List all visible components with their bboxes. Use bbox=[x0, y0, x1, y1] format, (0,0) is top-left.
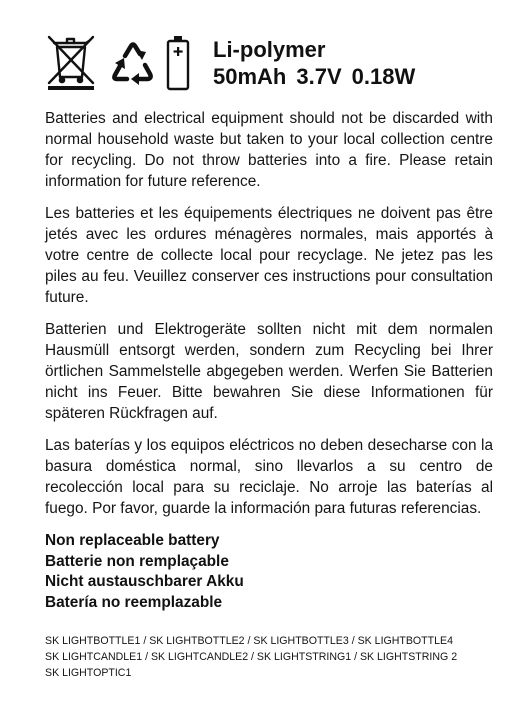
battery-voltage: 3.7V bbox=[296, 64, 342, 89]
recycle-icon bbox=[105, 38, 161, 90]
battery-power: 0.18W bbox=[351, 64, 416, 89]
battery-ratings bbox=[213, 63, 425, 90]
crossed-out-wheelie-bin-icon bbox=[45, 33, 97, 91]
non-replaceable-warnings bbox=[45, 531, 493, 613]
instructions-german: Batterien und Elektrogeräte sollten nicht mit dem normalen Hausmüll entsorgt werden, sondern zum Recycling bei Ihrer örtlichen Sammelstelle abgegeben werden. Werfen Sie Batterien nicht ins Feuer. Bitte bewahren Sie diese Informationen für späteren Rückfragen auf. bbox=[45, 321, 493, 422]
battery-spec bbox=[213, 36, 425, 90]
warning-english: Non replaceable battery bbox=[45, 532, 220, 549]
warning-spanish: Batería no reemplazable bbox=[45, 593, 223, 611]
model-list bbox=[45, 633, 493, 681]
warning-french: Batterie non remplaçable bbox=[45, 552, 229, 570]
battery-icon bbox=[166, 35, 190, 91]
battery-chemistry: Li-polymer bbox=[213, 37, 326, 62]
disposal-instructions bbox=[45, 108, 493, 681]
battery-capacity: 50mAh bbox=[213, 64, 287, 89]
instructions-english: Batteries and electrical equipment should not be discarded with normal household waste but taken to your local collection centre for recycling. Do not throw batteries into a fire. Please retain information for future reference. bbox=[45, 110, 493, 190]
instructions-french: Les batteries et les équipements électriques ne doivent pas être jetés avec les ordures ménagères normales, mais apportés à votre centre de collecte local pour recyclage. Ne jetez pas les piles au feu. Veuillez conserver ces instructions pour consultation future. bbox=[45, 205, 493, 306]
model-line: SK LIGHTOPTIC1 bbox=[45, 667, 132, 679]
warning-german: Nicht austauschbarer Akku bbox=[45, 573, 244, 590]
label-header bbox=[45, 28, 495, 98]
instructions-spanish: Las baterías y los equipos eléctricos no deben desecharse con la basura doméstica normal, sino llevarlos a su centro de recolección local para su reciclaje. No arroje las baterías al fuego. Por favor, guarde la información para futuras referencias. bbox=[45, 437, 493, 517]
model-line: SK LIGHTBOTTLE1 / SK LIGHTBOTTLE2 / SK LIGHTBOTTLE3 / SK LIGHTBOTTLE4 bbox=[45, 635, 453, 647]
model-line: SK LIGHTCANDLE1 / SK LIGHTCANDLE2 / SK LIGHTSTRING1 / SK LIGHTSTRING 2 bbox=[45, 651, 458, 663]
